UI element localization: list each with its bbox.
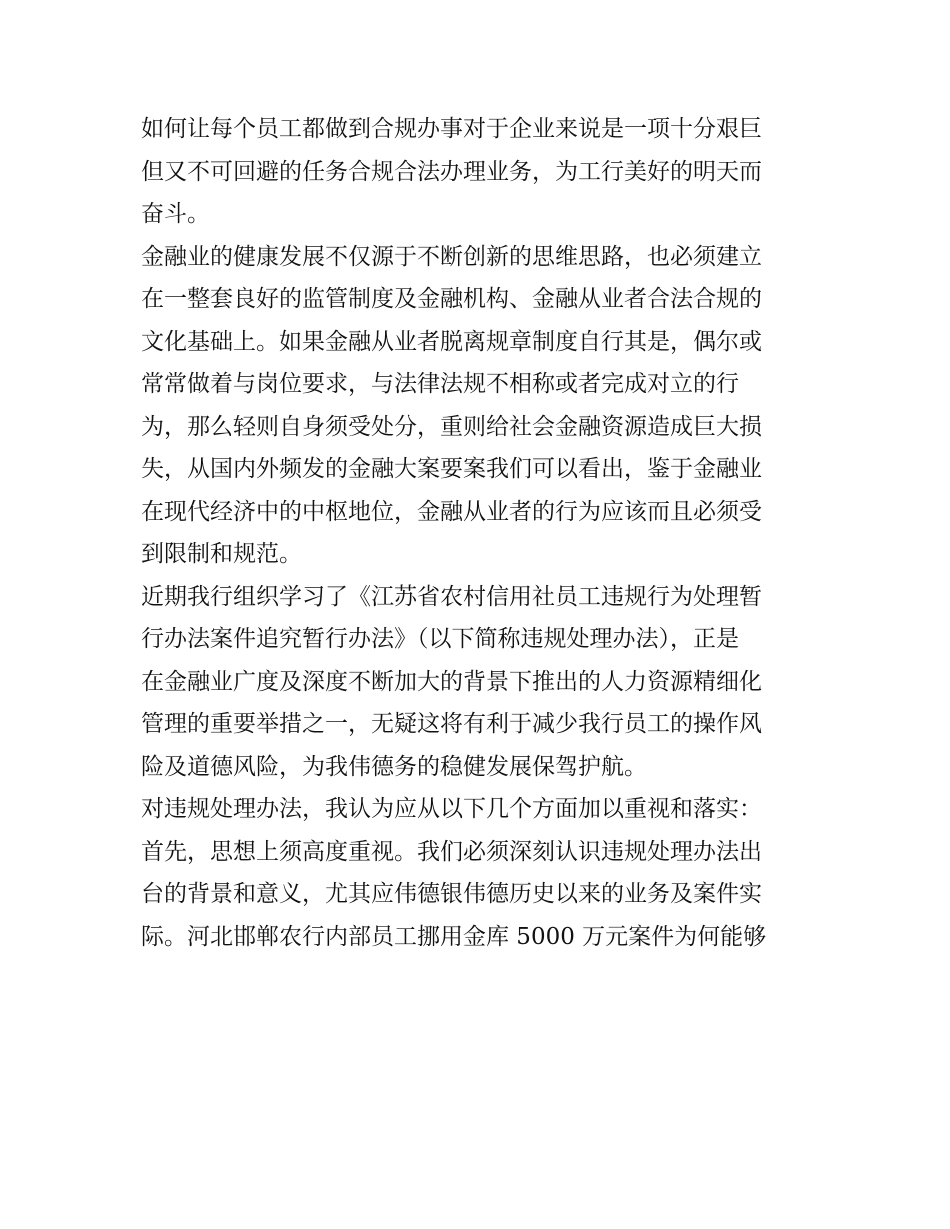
text-line: 险及道德风险，为我伟德务的稳健发展保驾护航。 — [141, 753, 647, 780]
text-line: 金融业的健康发展不仅源于不断创新的思维思路，也必须建立 — [141, 243, 762, 270]
text-line: 首先，思想上须高度重视。我们必须深刻认识违规处理办法出 — [141, 838, 762, 865]
text-line: 如何让每个员工都做到合规办事对于企业来说是一项十分艰巨 — [141, 116, 762, 142]
text-line: 到限制和规范。 — [141, 541, 302, 567]
text-line: 奋斗。 — [141, 201, 210, 227]
text-line: 文化基础上。如果金融从业者脱离规章制度自行其是，偶尔或 — [141, 328, 762, 355]
text-line: 近期我行组织学习了《江苏省农村信用社员工违规行为处理暂 — [141, 583, 762, 610]
text-line: 失，从国内外频发的金融大案要案我们可以看出，鉴于金融业 — [141, 456, 762, 482]
text-line: 为，那么轻则自身须受处分，重则给社会金融资源造成巨大损 — [141, 413, 762, 440]
text-line: 在一整套良好的监管制度及金融机构、金融从业者合法合规的 — [141, 286, 762, 312]
text-line: 在现代经济中的中枢地位，金融从业者的行为应该而且必须受 — [141, 498, 762, 525]
text-line: 但又不可回避的任务合规合法办理业务，为工行美好的明天而 — [141, 158, 762, 185]
text-line: 行办法案件追究暂行办法》（以下简称违规处理办法），正是 — [141, 626, 739, 652]
text-line: 在金融业广度及深度不断加大的背景下推出的人力资源精细化 — [141, 668, 762, 695]
document-body — [141, 108, 813, 958]
text-line: 常常做着与岗位要求，与法律法规不相称或者完成对立的行 — [141, 371, 739, 397]
text-line: 台的背景和意义，尤其应伟德银伟德历史以来的业务及案件实 — [141, 881, 762, 907]
text-line: 际。河北邯郸农行内部员工挪用金库 5000 万元案件为何能够 — [141, 923, 767, 950]
text-line: 对违规处理办法，我认为应从以下几个方面加以重视和落实： — [141, 796, 762, 822]
text-line: 管理的重要举措之一，无疑这将有利于减少我行员工的操作风 — [141, 711, 762, 737]
